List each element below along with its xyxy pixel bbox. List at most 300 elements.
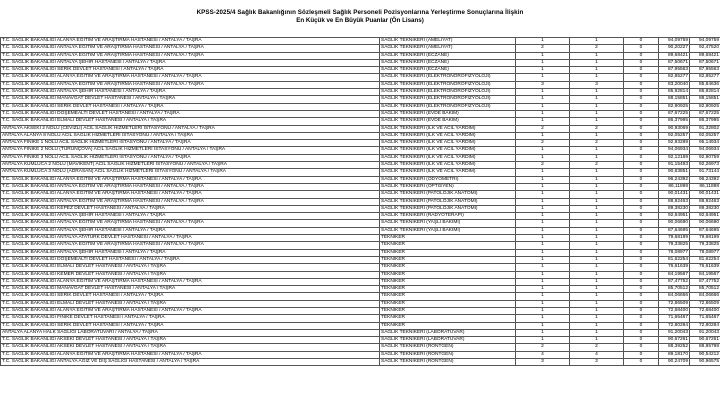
vacant-cell: 0: [624, 140, 659, 147]
vacant-cell: 0: [624, 132, 659, 139]
max-score-cell: 95,14934: [690, 140, 720, 147]
max-score-cell: 85,84636: [690, 81, 720, 88]
quota-cell: 1: [516, 154, 570, 161]
position-cell: SAĞLIK TEKNİKERİ (ELEKTRONÖROFİZYOLOJİ): [380, 74, 516, 81]
max-score-cell: 85,92814: [690, 89, 720, 96]
position-cell: SAĞLIK TEKNİKERİ (İLK VE ACİL YARDIM): [380, 162, 516, 169]
quota-cell: 1: [516, 89, 570, 96]
table-row: [1, 125, 720, 132]
vacant-cell: 0: [624, 176, 659, 183]
table-row: [1, 176, 720, 183]
table-row: [1, 110, 720, 117]
table-row: [1, 278, 720, 285]
min-score-cell: 86,37995: [659, 118, 690, 125]
min-score-cell: 94,09759: [659, 38, 690, 45]
min-score-cell: 87,67225: [659, 110, 690, 117]
position-cell: SAĞLIK TEKNİKERİ (İLK VE ACİL YARDIM): [380, 140, 516, 147]
placed-cell: 2: [570, 45, 624, 52]
institution-cell: T.C. SAĞLIK BAKANLIĞI ANTALYA EĞİTİM VE ARAŞTIRMA HASTANESİ / ANTALYA / TAŞRA: [1, 220, 380, 227]
min-score-cell: 90,24709: [659, 359, 690, 366]
institution-cell: ANTALYA ALANYA HALK SAĞLIĞI LABORATUVARI / ANTALYA / TAŞRA: [1, 329, 380, 336]
position-cell: SAĞLIK TEKNİKERİ (EVDE BAKIM): [380, 118, 516, 125]
vacant-cell: 0: [624, 293, 659, 300]
position-cell: SAĞLIK TEKNİKERİ (RÖNTGEN): [380, 344, 516, 351]
position-cell: SAĞLIK TEKNİKERİ (LABORATUVAR): [380, 337, 516, 344]
placed-cell: 1: [570, 242, 624, 249]
institution-cell: ANTALYA KUMLUCA 3 NOLU (ADRASAN) ACİL SAĞLIK HİZMETLERİ İSTASYONU / ANTALYA / TAŞRA: [1, 169, 380, 176]
institution-cell: T.C. SAĞLIK BAKANLIĞI KEMER DEVLET HASTANESİ / ANTALYA / TAŞRA: [1, 271, 380, 278]
table-row: [1, 169, 720, 176]
position-cell: SAĞLIK TEKNİKERİ (YAŞLI BAKIMI): [380, 227, 516, 234]
min-score-cell: 87,64695: [659, 227, 690, 234]
max-score-cell: 71,65467: [690, 315, 720, 322]
position-cell: SAĞLIK TEKNİKERİ (ELEKTRONÖROFİZYOLOJİ): [380, 103, 516, 110]
table-row: [1, 191, 720, 198]
placed-cell: 1: [570, 227, 624, 234]
institution-cell: T.C. SAĞLIK BAKANLIĞI ANTALYA ŞEHİR HASTANESİ / ANTALYA / TAŞRA: [1, 213, 380, 220]
position-cell: SAĞLIK TEKNİKERİ (ECZANE): [380, 59, 516, 66]
table-row: [1, 329, 720, 336]
position-cell: SAĞLIK TEKNİKERİ (ELEKTRONÖROFİZYOLOJİ): [380, 96, 516, 103]
institution-cell: T.C. SAĞLIK BAKANLIĞI ANTALYA EĞİTİM VE ARAŞTIRMA HASTANESİ / ANTALYA / TAŞRA: [1, 242, 380, 249]
position-cell: TEKNİKER: [380, 278, 516, 285]
min-score-cell: 85,70512: [659, 286, 690, 293]
institution-cell: T.C. SAĞLIK BAKANLIĞI ANTALYA EĞİTİM VE ARAŞTIRMA HASTANESİ / ANTALYA / TAŞRA: [1, 81, 380, 88]
table-row: [1, 89, 720, 96]
max-score-cell: 82,90925: [690, 103, 720, 110]
min-score-cell: 96,24392: [659, 176, 690, 183]
table-row: [1, 118, 720, 125]
max-score-cell: 85,70512: [690, 286, 720, 293]
quota-cell: 1: [516, 227, 570, 234]
institution-cell: T.C. SAĞLIK BAKANLIĞI DÖŞEMEALTI DEVLET HASTANESİ / ANTALYA / TAŞRA: [1, 256, 380, 263]
vacant-cell: 0: [624, 89, 659, 96]
position-cell: SAĞLIK TEKNİKERİ (PATOLOJİK ANATOMİ): [380, 205, 516, 212]
placed-cell: 1: [570, 176, 624, 183]
placed-cell: 1: [570, 118, 624, 125]
table-row: [1, 337, 720, 344]
max-score-cell: 87,67225: [690, 110, 720, 117]
table-row: [1, 81, 720, 88]
position-cell: SAĞLIK TEKNİKERİ (İLK VE ACİL YARDIM): [380, 169, 516, 176]
quota-cell: 1: [516, 307, 570, 314]
vacant-cell: 0: [624, 103, 659, 110]
min-score-cell: 72,86509: [659, 300, 690, 307]
position-cell: SAĞLIK TEKNİKERİ (İLK VE ACİL YARDIM): [380, 125, 516, 132]
table-row: [1, 271, 720, 278]
max-score-cell: 90,67261: [690, 337, 720, 344]
institution-cell: ANTALYA FİNİKE 2 NOLU (TURUNÇOVA) ACİL SAĞLIK HİZMETLERİ İSTASYONU / ANTALYA / TAŞRA: [1, 147, 380, 154]
position-cell: SAĞLIK TEKNİKERİ (LABORATUVAR): [380, 329, 516, 336]
quota-cell: 1: [516, 147, 570, 154]
max-score-cell: 90,54212: [690, 351, 720, 358]
table-row: [1, 227, 720, 234]
table-row: [1, 59, 720, 66]
table-row: [1, 293, 720, 300]
max-score-cell: 96,24392: [690, 176, 720, 183]
vacant-cell: 0: [624, 125, 659, 132]
min-score-cell: 90,06690: [659, 220, 690, 227]
table-row: [1, 235, 720, 242]
table-row: [1, 52, 720, 59]
table-row: [1, 74, 720, 81]
min-score-cell: 86,11898: [659, 183, 690, 190]
quota-cell: 1: [516, 322, 570, 329]
table-row: [1, 132, 720, 139]
quota-cell: 2: [516, 140, 570, 147]
position-cell: SAĞLIK TEKNİKERİ (ECZANE): [380, 52, 516, 59]
institution-cell: T.C. SAĞLIK BAKANLIĞI MANAVGAT DEVLET HASTANESİ / ANTALYA / TAŞRA: [1, 96, 380, 103]
institution-cell: T.C. SAĞLIK BAKANLIĞI ELMALI DEVLET HASTANESİ / ANTALYA / TAŞRA: [1, 300, 380, 307]
quota-cell: 1: [516, 264, 570, 271]
position-cell: TEKNİKER: [380, 286, 516, 293]
institution-cell: T.C. SAĞLIK BAKANLIĞI ALANYA EĞİTİM VE ARAŞTIRMA HASTANESİ / ANTALYA / TAŞRA: [1, 38, 380, 45]
table-row: [1, 264, 720, 271]
placed-cell: 1: [570, 322, 624, 329]
min-score-cell: 87,95563: [659, 67, 690, 74]
placed-cell: 1: [570, 52, 624, 59]
placed-cell: 1: [570, 337, 624, 344]
position-cell: TEKNİKER: [380, 249, 516, 256]
table-row: [1, 162, 720, 169]
table-row: [1, 300, 720, 307]
vacant-cell: 0: [624, 169, 659, 176]
placed-cell: 1: [570, 89, 624, 96]
institution-cell: T.C. SAĞLIK BAKANLIĞI KEPEZ DEVLET HASTANESİ / ANTALYA / TAŞRA: [1, 205, 380, 212]
institution-cell: T.C. SAĞLIK BAKANLIĞI ALANYA EĞİTİM VE ARAŞTIRMA HASTANESİ / ANTALYA / TAŞRA: [1, 191, 380, 198]
vacant-cell: 0: [624, 154, 659, 161]
min-score-cell: 76,61639: [659, 264, 690, 271]
min-score-cell: 89,18170: [659, 351, 690, 358]
quota-cell: 1: [516, 337, 570, 344]
vacant-cell: 0: [624, 52, 659, 59]
table-row: [1, 67, 720, 74]
min-score-cell: 91,15493: [659, 162, 690, 169]
max-score-cell: 87,50671: [690, 59, 720, 66]
position-cell: TEKNİKER: [380, 307, 516, 314]
min-score-cell: 81,62254: [659, 256, 690, 263]
vacant-cell: 0: [624, 256, 659, 263]
max-score-cell: 84,06666: [690, 293, 720, 300]
min-score-cell: 90,20227: [659, 45, 690, 52]
table-row: [1, 140, 720, 147]
vacant-cell: 0: [624, 307, 659, 314]
table-row: [1, 242, 720, 249]
min-score-cell: 94,06934: [659, 147, 690, 154]
placed-cell: 4: [570, 351, 624, 358]
placed-cell: 1: [570, 74, 624, 81]
max-score-cell: 91,32802: [690, 125, 720, 132]
min-score-cell: 89,68421: [659, 52, 690, 59]
institution-cell: ANTALYA ALANYA 8 NOLU ACİL SAĞLIK HİZMETLERİ İSTASYONU / ANTALYA / TAŞRA: [1, 132, 380, 139]
placed-cell: 1: [570, 147, 624, 154]
vacant-cell: 0: [624, 344, 659, 351]
institution-cell: ANTALYA AKSEKİ 2 NOLU (CEVİZLİ) ACİL SAĞLIK HİZMETLERİ İSTASYONU / ANTALYA / TAŞRA: [1, 125, 380, 132]
placed-cell: 1: [570, 256, 624, 263]
max-score-cell: 86,11898: [690, 183, 720, 190]
table-row: [1, 213, 720, 220]
position-cell: SAĞLIK TEKNİKERİ (EVDE BAKIM): [380, 110, 516, 117]
vacant-cell: 0: [624, 359, 659, 366]
institution-cell: T.C. SAĞLIK BAKANLIĞI ALANYA EĞİTİM VE ARAŞTIRMA HASTANESİ / ANTALYA / TAŞRA: [1, 307, 380, 314]
min-score-cell: 88,39252: [659, 344, 690, 351]
quota-cell: 1: [516, 242, 570, 249]
vacant-cell: 0: [624, 286, 659, 293]
placed-cell: 1: [570, 183, 624, 190]
placed-cell: 1: [570, 293, 624, 300]
quota-cell: 1: [516, 271, 570, 278]
table-row: [1, 198, 720, 205]
vacant-cell: 0: [624, 110, 659, 117]
placed-cell: 1: [570, 264, 624, 271]
position-cell: TEKNİKER: [380, 293, 516, 300]
vacant-cell: 0: [624, 249, 659, 256]
placed-cell: 1: [570, 286, 624, 293]
max-score-cell: 76,61639: [690, 264, 720, 271]
institution-cell: T.C. SAĞLIK BAKANLIĞI AKSEKİ DEVLET HASTANESİ / ANTALYA / TAŞRA: [1, 344, 380, 351]
page-title: KPSS-2025/4 Sağlık Bakanlığının Sözleşmeli Sağlık Personeli Pozisyonlarına Yerleştirme Sonuçlarına İlişkin: [196, 9, 524, 16]
placed-cell: 1: [570, 38, 624, 45]
institution-cell: T.C. SAĞLIK BAKANLIĞI ALANYA EĞİTİM VE ARAŞTIRMA HASTANESİ / ANTALYA / TAŞRA: [1, 74, 380, 81]
max-score-cell: 92,90759: [690, 154, 720, 161]
placed-cell: 1: [570, 96, 624, 103]
vacant-cell: 0: [624, 81, 659, 88]
placed-cell: 1: [570, 278, 624, 285]
max-score-cell: 72,86509: [690, 300, 720, 307]
position-cell: SAĞLIK TEKNİKERİ (ODYOMETRİ): [380, 176, 516, 183]
quota-cell: 1: [516, 329, 570, 336]
placed-cell: 1: [570, 110, 624, 117]
position-cell: TEKNİKER: [380, 235, 516, 242]
max-score-cell: 94,09759: [690, 38, 720, 45]
max-score-cell: 91,73144: [690, 169, 720, 176]
vacant-cell: 0: [624, 74, 659, 81]
min-score-cell: 89,38230: [659, 205, 690, 212]
placed-cell: 1: [570, 132, 624, 139]
placed-cell: 1: [570, 271, 624, 278]
table-row: [1, 205, 720, 212]
min-score-cell: 82,85277: [659, 74, 690, 81]
max-score-cell: 79,68199: [690, 235, 720, 242]
table-row: [1, 45, 720, 52]
max-score-cell: 78,08977: [690, 249, 720, 256]
max-score-cell: 90,06690: [690, 220, 720, 227]
min-score-cell: 83,20040: [659, 81, 690, 88]
page-subtitle: En Küçük ve En Büyük Puanlar (Ön Lisans): [296, 17, 424, 24]
min-score-cell: 84,19567: [659, 271, 690, 278]
institution-cell: T.C. SAĞLIK BAKANLIĞI ANTALYA EĞİTİM VE ARAŞTIRMA HASTANESİ / ANTALYA / TAŞRA: [1, 183, 380, 190]
table-row: [1, 147, 720, 154]
max-score-cell: 89,68421: [690, 52, 720, 59]
institution-cell: T.C. SAĞLIK BAKANLIĞI ANTALYA ATATÜRK DEVLET HASTANESİ / ANTALYA / TAŞRA: [1, 235, 380, 242]
institution-cell: T.C. SAĞLIK BAKANLIĞI ANTALYA ŞEHİR HASTANESİ / ANTALYA / TAŞRA: [1, 249, 380, 256]
position-cell: SAĞLIK TEKNİKERİ (PATOLOJİK ANATOMİ): [380, 191, 516, 198]
max-score-cell: 88,85798: [690, 344, 720, 351]
table-row: [1, 103, 720, 110]
institution-cell: ANTALYA KUMLUCA 2 NOLU (MAVİKENT) ACİL SAĞLIK HİZMETLERİ İSTASYONU / ANTALYA / TAŞRA: [1, 162, 380, 169]
min-score-cell: 72,68400: [659, 307, 690, 314]
min-score-cell: 90,01431: [659, 191, 690, 198]
quota-cell: 2: [516, 45, 570, 52]
placed-cell: 1: [570, 169, 624, 176]
vacant-cell: 0: [624, 227, 659, 234]
quota-cell: 1: [516, 38, 570, 45]
vacant-cell: 0: [624, 242, 659, 249]
vacant-cell: 0: [624, 147, 659, 154]
quota-cell: 2: [516, 344, 570, 351]
max-score-cell: 92,05257: [690, 132, 720, 139]
table-row: [1, 359, 720, 366]
placed-cell: 1: [570, 307, 624, 314]
institution-cell: T.C. SAĞLIK BAKANLIĞI FİNİKE DEVLET HASTANESİ / ANTALYA / TAŞRA: [1, 315, 380, 322]
max-score-cell: 87,47752: [690, 278, 720, 285]
position-cell: SAĞLIK TEKNİKERİ (PATOLOJİK ANATOMİ): [380, 198, 516, 205]
institution-cell: T.C. SAĞLIK BAKANLIĞI ELMALI DEVLET HASTANESİ / ANTALYA / TAŞRA: [1, 264, 380, 271]
vacant-cell: 0: [624, 118, 659, 125]
position-cell: SAĞLIK TEKNİKERİ (İLK VE ACİL YARDIM): [380, 132, 516, 139]
placed-cell: 3: [570, 359, 624, 366]
placed-cell: 1: [570, 198, 624, 205]
table-row: [1, 315, 720, 322]
placed-cell: 1: [570, 154, 624, 161]
position-cell: SAĞLIK TEKNİKERİ (ECZANE): [380, 67, 516, 74]
vacant-cell: 0: [624, 96, 659, 103]
institution-cell: ANTALYA FİNİKE 3 NOLU ACİL SAĞLIK HİZMETLERİ İSTASYONU / ANTALYA / TAŞRA: [1, 154, 380, 161]
table-row: [1, 256, 720, 263]
max-score-cell: 90,96575: [690, 359, 720, 366]
position-cell: SAĞLIK TEKNİKERİ (İLK VE ACİL YARDIM): [380, 147, 516, 154]
institution-cell: T.C. SAĞLIK BAKANLIĞI SERİK DEVLET HASTANESİ / ANTALYA / TAŞRA: [1, 293, 380, 300]
vacant-cell: 0: [624, 235, 659, 242]
vacant-cell: 0: [624, 322, 659, 329]
placed-cell: 1: [570, 205, 624, 212]
institution-cell: T.C. SAĞLIK BAKANLIĞI AKSEKİ DEVLET HASTANESİ / ANTALYA / TAŞRA: [1, 337, 380, 344]
institution-cell: T.C. SAĞLIK BAKANLIĞI SERİK DEVLET HASTANESİ / ANTALYA / TAŞRA: [1, 103, 380, 110]
quota-cell: 1: [516, 278, 570, 285]
placed-cell: 1: [570, 235, 624, 242]
table-row: [1, 96, 720, 103]
vacant-cell: 0: [624, 271, 659, 278]
min-score-cell: 85,92814: [659, 89, 690, 96]
quota-cell: 1: [516, 315, 570, 322]
min-score-cell: 88,15851: [659, 96, 690, 103]
position-cell: TEKNİKER: [380, 315, 516, 322]
position-cell: SAĞLIK TEKNİKERİ (RÖNTGEN): [380, 351, 516, 358]
max-score-cell: 90,01431: [690, 191, 720, 198]
table-row: [1, 307, 720, 314]
max-score-cell: 72,80284: [690, 322, 720, 329]
vacant-cell: 0: [624, 67, 659, 74]
table-row: [1, 220, 720, 227]
min-score-cell: 90,67261: [659, 337, 690, 344]
min-score-cell: 72,80284: [659, 322, 690, 329]
placed-cell: 1: [570, 329, 624, 336]
placed-cell: 1: [570, 249, 624, 256]
table-row: [1, 249, 720, 256]
quota-cell: 3: [516, 81, 570, 88]
placed-cell: 1: [570, 315, 624, 322]
position-cell: SAĞLIK TEKNİKERİ (İLK VE ACİL YARDIM): [380, 154, 516, 161]
quota-cell: 1: [516, 103, 570, 110]
quota-cell: 1: [516, 220, 570, 227]
quota-cell: 1: [516, 169, 570, 176]
quota-cell: 4: [516, 351, 570, 358]
results-table: [0, 37, 720, 366]
vacant-cell: 0: [624, 329, 659, 336]
min-score-cell: 90,63851: [659, 169, 690, 176]
quota-cell: 1: [516, 256, 570, 263]
quota-cell: 1: [516, 67, 570, 74]
min-score-cell: 84,06666: [659, 293, 690, 300]
institution-cell: T.C. SAĞLIK BAKANLIĞI ANTALYA ŞEHİR HASTANESİ / ANTALYA / TAŞRA: [1, 227, 380, 234]
placed-cell: 2: [570, 344, 624, 351]
quota-cell: 1: [516, 110, 570, 117]
max-score-cell: 92,64951: [690, 213, 720, 220]
vacant-cell: 0: [624, 183, 659, 190]
position-cell: TEKNİKER: [380, 264, 516, 271]
quota-cell: 1: [516, 118, 570, 125]
vacant-cell: 0: [624, 220, 659, 227]
placed-cell: 1: [570, 59, 624, 66]
min-score-cell: 90,93069: [659, 125, 690, 132]
institution-cell: T.C. SAĞLIK BAKANLIĞI ALANYA EĞİTİM VE ARAŞTIRMA HASTANESİ / ANTALYA / TAŞRA: [1, 351, 380, 358]
quota-cell: 2: [516, 162, 570, 169]
vacant-cell: 0: [624, 198, 659, 205]
quota-cell: 1: [516, 300, 570, 307]
quota-cell: 1: [516, 191, 570, 198]
institution-cell: T.C. SAĞLIK BAKANLIĞI ANTALYA EĞİTİM VE ARAŞTIRMA HASTANESİ / ANTALYA / TAŞRA: [1, 198, 380, 205]
placed-cell: 2: [570, 140, 624, 147]
max-score-cell: 79,33825: [690, 242, 720, 249]
min-score-cell: 79,33825: [659, 242, 690, 249]
table-row: [1, 154, 720, 161]
position-cell: TEKNİKER: [380, 271, 516, 278]
max-score-cell: 87,64695: [690, 227, 720, 234]
table-row: [1, 286, 720, 293]
institution-cell: T.C. SAĞLIK BAKANLIĞI ALANYA EĞİTİM VE ARAŞTIRMA HASTANESİ / ANTALYA / TAŞRA: [1, 176, 380, 183]
placed-cell: 2: [570, 125, 624, 132]
max-score-cell: 87,95563: [690, 67, 720, 74]
quota-cell: 1: [516, 286, 570, 293]
vacant-cell: 0: [624, 38, 659, 45]
quota-cell: 2: [516, 125, 570, 132]
max-score-cell: 72,68400: [690, 307, 720, 314]
vacant-cell: 0: [624, 351, 659, 358]
quota-cell: 1: [516, 59, 570, 66]
min-score-cell: 71,65467: [659, 315, 690, 322]
min-score-cell: 92,12169: [659, 154, 690, 161]
quota-cell: 1: [516, 183, 570, 190]
quota-cell: 1: [516, 249, 570, 256]
position-cell: SAĞLIK TEKNİKERİ (OPTİSYEN): [380, 183, 516, 190]
quota-cell: 1: [516, 96, 570, 103]
institution-cell: T.C. SAĞLIK BAKANLIĞI SERİK DEVLET HASTANESİ / ANTALYA / TAŞRA: [1, 322, 380, 329]
position-cell: TEKNİKER: [380, 322, 516, 329]
placed-cell: 1: [570, 220, 624, 227]
vacant-cell: 0: [624, 264, 659, 271]
results-table-body: [1, 38, 720, 366]
institution-cell: T.C. SAĞLIK BAKANLIĞI ANTALYA EĞİTİM VE ARAŞTIRMA HASTANESİ / ANTALYA / TAŞRA: [1, 45, 380, 52]
max-score-cell: 81,62254: [690, 256, 720, 263]
vacant-cell: 0: [624, 300, 659, 307]
table-row: [1, 38, 720, 45]
institution-cell: T.C. SAĞLIK BAKANLIĞI MANAVGAT DEVLET HASTANESİ / ANTALYA / TAŞRA: [1, 286, 380, 293]
vacant-cell: 0: [624, 278, 659, 285]
placed-cell: 1: [570, 213, 624, 220]
min-score-cell: 92,05257: [659, 132, 690, 139]
max-score-cell: 89,38230: [690, 205, 720, 212]
quota-cell: 1: [516, 132, 570, 139]
